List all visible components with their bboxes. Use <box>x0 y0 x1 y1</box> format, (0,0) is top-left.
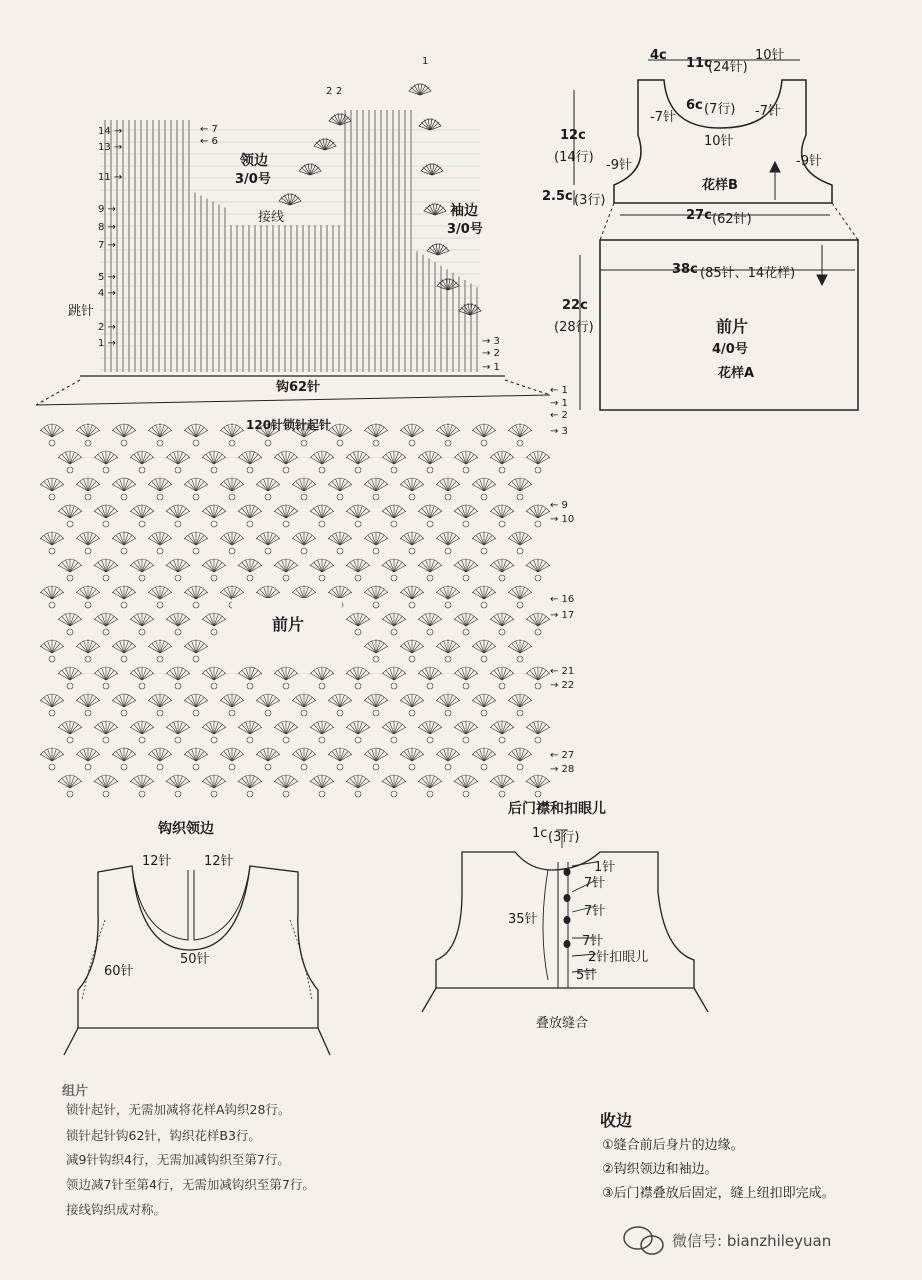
shell-stitch <box>166 613 190 635</box>
sch-body-width: 38c <box>672 262 698 277</box>
edging-fan <box>427 243 450 255</box>
shell-stitch <box>58 505 82 527</box>
shell-stitch <box>508 748 532 770</box>
body-row-number: → 10 <box>550 514 575 525</box>
shell-stitch <box>454 775 478 797</box>
shell-stitch <box>40 424 64 446</box>
body-shell-grid <box>36 395 550 797</box>
sch-body-height-sub: (28行) <box>554 320 594 335</box>
body-start-label: 120针锁针起针 <box>246 418 332 432</box>
shell-stitch <box>256 694 280 716</box>
shell-stitch <box>202 451 226 473</box>
placket-side-count: 35针 <box>508 912 538 927</box>
shell-stitch <box>58 667 82 689</box>
sch-neck-right: -7针 <box>755 104 781 119</box>
shell-stitch <box>400 478 424 500</box>
yoke-row-number: ← 7 <box>200 124 218 135</box>
sch-armhole-right: -9针 <box>796 154 822 169</box>
shell-stitch <box>292 532 316 554</box>
edging-fan <box>279 193 302 205</box>
shell-stitch <box>400 640 424 662</box>
edging-fan <box>437 278 460 290</box>
body-row-number: → 28 <box>550 764 575 775</box>
shell-stitch <box>76 748 100 770</box>
sch-top-right: 10针 <box>755 48 785 63</box>
neck-edging-title: 钩织领边 <box>158 821 214 837</box>
shell-stitch <box>508 532 532 554</box>
shell-stitch <box>274 505 298 527</box>
shell-stitch <box>526 667 550 689</box>
shell-stitch <box>184 532 208 554</box>
shell-stitch <box>490 613 514 635</box>
notes-line-2: 锁针起针钩62针，钩织花样B3行。 <box>66 1128 261 1143</box>
shell-stitch <box>346 721 370 743</box>
shell-stitch <box>112 424 136 446</box>
shell-stitch <box>508 424 532 446</box>
shell-stitch <box>526 559 550 581</box>
shell-stitch <box>436 640 460 662</box>
shell-stitch <box>148 640 172 662</box>
shell-stitch <box>112 478 136 500</box>
shell-stitch <box>490 721 514 743</box>
shell-stitch <box>76 694 100 716</box>
join-label: 接线 <box>258 210 285 225</box>
edging-fan <box>314 138 337 150</box>
shell-stitch <box>454 613 478 635</box>
sch-yoke-width: 27c <box>686 208 712 223</box>
sch-yoke-height-sub: (3行) <box>574 193 606 208</box>
finishing-line-1: ①缝合前后身片的边缘。 <box>602 1138 744 1153</box>
edging-fan <box>424 203 447 215</box>
shell-stitch <box>418 775 442 797</box>
shell-stitch <box>310 721 334 743</box>
sch-neck-left: -7针 <box>650 110 676 125</box>
neck-bottom-count: 50针 <box>180 952 210 967</box>
sch-pattern-a: 花样A <box>718 366 755 381</box>
shell-stitch <box>472 424 496 446</box>
shell-stitch <box>364 694 388 716</box>
placket-r3: 7针 <box>584 904 606 919</box>
shell-stitch <box>364 748 388 770</box>
neck-edge-hook: 3/0号 <box>235 172 271 187</box>
body-top-edge <box>36 395 550 405</box>
placket-r1: 1针 <box>594 860 616 875</box>
body-row-number: ← 21 <box>550 666 575 677</box>
shell-stitch <box>130 451 154 473</box>
shell-stitch <box>400 586 424 608</box>
shell-stitch <box>490 505 514 527</box>
shell-stitch <box>256 478 280 500</box>
shell-stitch <box>436 532 460 554</box>
yoke-row-number: → 2 <box>482 348 500 359</box>
yoke-top-mark: 2 <box>326 86 333 97</box>
shell-stitch <box>364 424 388 446</box>
shell-stitch <box>382 505 406 527</box>
shell-stitch <box>472 694 496 716</box>
shell-stitch <box>40 478 64 500</box>
placket-r5: 5针 <box>576 968 598 983</box>
shell-stitch <box>130 559 154 581</box>
shell-stitch <box>148 532 172 554</box>
shell-stitch <box>418 505 442 527</box>
sch-pattern-b: 花样B <box>702 178 738 193</box>
shell-stitch <box>472 478 496 500</box>
shell-stitch <box>40 640 64 662</box>
shell-stitch <box>130 505 154 527</box>
shell-stitch <box>346 505 370 527</box>
shell-stitch <box>166 559 190 581</box>
shell-stitch <box>526 505 550 527</box>
skip-label: 跳针 <box>68 304 95 319</box>
sch-neck-center: 6c <box>686 98 703 113</box>
notes-heading: 组片 <box>62 1084 89 1099</box>
shell-stitch <box>382 451 406 473</box>
shell-stitch <box>508 586 532 608</box>
shell-stitch <box>418 667 442 689</box>
shell-stitch <box>58 559 82 581</box>
yoke-row-number: 8 → <box>98 222 116 233</box>
shell-stitch <box>382 721 406 743</box>
shell-stitch <box>130 667 154 689</box>
shell-stitch <box>382 613 406 635</box>
sch-neck-bottom: 10针 <box>704 134 734 149</box>
shell-stitch <box>76 424 100 446</box>
sch-top-left: 4c <box>650 48 667 63</box>
sch-armhole-left: -9针 <box>606 158 632 173</box>
shell-stitch <box>490 451 514 473</box>
notes-line-5: 接线钩织成对称。 <box>66 1202 167 1217</box>
shell-stitch <box>238 721 262 743</box>
yoke-row-number: 14 → <box>98 126 123 137</box>
placket-title: 后门襟和扣眼儿 <box>508 801 606 817</box>
yoke-top-mark: 2 <box>336 86 343 97</box>
yoke-row-number: 9 → <box>98 204 116 215</box>
shell-stitch <box>112 532 136 554</box>
yoke-row-number: ← 6 <box>200 136 218 147</box>
shell-stitch <box>454 721 478 743</box>
shell-stitch <box>526 451 550 473</box>
sleeve-edge-label: 袖边 <box>450 203 478 219</box>
shell-stitch <box>202 775 226 797</box>
shell-stitch <box>418 559 442 581</box>
shell-stitch <box>238 451 262 473</box>
shell-stitch <box>112 586 136 608</box>
shell-stitch <box>472 748 496 770</box>
placket-buttonhole: 2针扣眼儿 <box>588 950 649 965</box>
shell-stitch <box>400 748 424 770</box>
sch-body-title: 前片 <box>716 317 749 336</box>
body-row-number: ← 27 <box>550 750 575 761</box>
shell-stitch <box>166 667 190 689</box>
shell-stitch <box>202 559 226 581</box>
shell-stitch <box>436 586 460 608</box>
shell-stitch <box>310 505 334 527</box>
shell-stitch <box>148 586 172 608</box>
yoke-row-number: → 1 <box>482 362 500 373</box>
neck-left-count: 12针 <box>142 854 172 869</box>
shell-stitch <box>274 667 298 689</box>
shell-stitch <box>382 667 406 689</box>
yoke-row-number: 11 → <box>98 172 123 183</box>
edging-fan <box>421 163 444 175</box>
shell-stitch <box>472 586 496 608</box>
shell-stitch <box>526 721 550 743</box>
shell-stitch <box>94 613 118 635</box>
body-row-number: → 17 <box>550 610 575 621</box>
shell-stitch <box>274 559 298 581</box>
shell-stitch <box>184 748 208 770</box>
shell-stitch <box>76 478 100 500</box>
shell-stitch <box>184 640 208 662</box>
shell-stitch <box>382 559 406 581</box>
shell-stitch <box>274 775 298 797</box>
shell-stitch <box>112 694 136 716</box>
shell-stitch <box>58 775 82 797</box>
finishing-line-3: ③后门襟叠放后固定，缝上纽扣即完成。 <box>602 1186 835 1201</box>
shell-stitch <box>148 748 172 770</box>
shell-stitch <box>346 451 370 473</box>
shell-stitch <box>292 748 316 770</box>
notes-line-4: 领边减7针至第4行，无需加减钩织至第7行。 <box>66 1177 315 1192</box>
shell-stitch <box>274 451 298 473</box>
shell-stitch <box>508 640 532 662</box>
yoke-stitch-grid <box>80 110 505 376</box>
sch-neck-center-sub: (7行) <box>704 102 736 117</box>
shell-stitch <box>346 559 370 581</box>
yoke-top-mark: 1 <box>422 56 429 67</box>
yoke-bottom-label: 钩62针 <box>276 380 321 395</box>
body-center-label: 前片 <box>272 615 305 634</box>
shell-stitch <box>418 451 442 473</box>
shell-stitch <box>184 424 208 446</box>
neck-side-count: 60针 <box>104 964 134 979</box>
shell-stitch <box>526 775 550 797</box>
edging-fan <box>299 163 322 175</box>
shell-stitch <box>310 451 334 473</box>
shell-stitch <box>76 532 100 554</box>
shell-stitch <box>436 424 460 446</box>
shell-stitch <box>364 532 388 554</box>
shell-stitch <box>328 748 352 770</box>
shell-stitch <box>40 694 64 716</box>
finishing-line-2: ②钩织领边和袖边。 <box>602 1162 718 1177</box>
shell-stitch <box>220 748 244 770</box>
shell-stitch <box>436 694 460 716</box>
shell-stitch <box>220 478 244 500</box>
shell-stitch <box>148 424 172 446</box>
shell-stitch <box>400 424 424 446</box>
shell-stitch <box>94 667 118 689</box>
shell-stitch <box>148 694 172 716</box>
shell-stitch <box>202 613 226 635</box>
shell-stitch <box>40 532 64 554</box>
yoke-row-number: 7 → <box>98 240 116 251</box>
shell-stitch <box>94 505 118 527</box>
shell-stitch <box>94 775 118 797</box>
yoke-row-number: 2 → <box>98 322 116 333</box>
notes-line-1: 锁针起针，无需加减将花样A钩织28行。 <box>66 1102 291 1117</box>
shell-stitch <box>472 532 496 554</box>
sch-body-height: 22c <box>562 298 588 313</box>
shell-stitch <box>436 748 460 770</box>
shell-stitch <box>256 748 280 770</box>
shell-stitch <box>490 559 514 581</box>
placket-width: 1c <box>532 826 548 841</box>
shell-stitch <box>400 694 424 716</box>
shell-stitch <box>292 694 316 716</box>
sch-top-mid-sub: (24针) <box>708 60 748 75</box>
finishing-title: 收边 <box>600 1111 633 1130</box>
shell-stitch <box>454 451 478 473</box>
yoke-row-number: 5 → <box>98 272 116 283</box>
placket-overlap: 叠放缝合 <box>536 1016 589 1031</box>
sch-armhole-height-sub: (14行) <box>554 150 594 165</box>
shell-stitch <box>238 505 262 527</box>
shell-stitch <box>346 613 370 635</box>
placket-r2: 7针 <box>584 876 606 891</box>
shell-stitch <box>328 532 352 554</box>
shell-stitch <box>76 586 100 608</box>
shell-stitch <box>202 505 226 527</box>
shell-stitch <box>328 424 352 446</box>
shell-stitch <box>238 667 262 689</box>
shell-stitch <box>400 532 424 554</box>
shell-stitch <box>508 694 532 716</box>
yoke-row-number: → 3 <box>482 336 500 347</box>
shell-stitch <box>418 613 442 635</box>
shell-stitch <box>310 667 334 689</box>
shell-stitch <box>346 775 370 797</box>
shell-stitch <box>58 721 82 743</box>
shell-stitch <box>130 613 154 635</box>
shell-stitch <box>220 532 244 554</box>
body-row-number: ← 2 <box>550 410 568 421</box>
shell-stitch <box>454 505 478 527</box>
shell-stitch <box>94 559 118 581</box>
sch-body-hook: 4/0号 <box>712 342 748 357</box>
yoke-row-number: 1 → <box>98 338 116 349</box>
body-row-number: ← 1 <box>550 385 568 396</box>
shell-stitch <box>436 478 460 500</box>
button-markers <box>564 868 571 948</box>
shell-stitch <box>58 451 82 473</box>
watermark-text: 微信号: bianzhileyuan <box>672 1232 832 1250</box>
shell-stitch <box>238 775 262 797</box>
shell-stitch <box>76 640 100 662</box>
shell-stitch <box>292 478 316 500</box>
sch-top-mid: 11c <box>686 56 712 71</box>
shell-stitch <box>526 613 550 635</box>
shell-stitch <box>472 640 496 662</box>
shell-stitch <box>346 667 370 689</box>
shell-stitch <box>40 748 64 770</box>
shell-stitch <box>238 559 262 581</box>
shell-stitch <box>256 532 280 554</box>
shell-stitch <box>310 775 334 797</box>
body-row-number: ← 9 <box>550 500 568 511</box>
shell-stitch <box>112 748 136 770</box>
body-row-number: → 1 <box>550 398 568 409</box>
shell-stitch <box>166 721 190 743</box>
edging-fan <box>459 303 482 315</box>
body-row-number: → 22 <box>550 680 575 691</box>
sleeve-edge-hook: 3/0号 <box>447 222 483 237</box>
notes-line-3: 减9针钩织4行，无需加减钩织至第7行。 <box>66 1152 290 1167</box>
shell-stitch <box>202 721 226 743</box>
shell-stitch <box>166 451 190 473</box>
placket-r4: 7针 <box>582 934 604 949</box>
sch-body-width-sub: (85针、14花样) <box>700 266 796 281</box>
edging-fan <box>409 83 432 95</box>
shell-stitch <box>202 667 226 689</box>
shell-stitch <box>274 721 298 743</box>
shell-stitch <box>130 721 154 743</box>
shell-stitch <box>112 640 136 662</box>
shell-stitch <box>148 478 172 500</box>
sch-armhole-height: 12c <box>560 128 586 143</box>
shell-stitch <box>490 667 514 689</box>
shell-stitch <box>364 640 388 662</box>
placket-width-sub: (3行) <box>548 830 580 845</box>
shell-stitch <box>418 721 442 743</box>
yoke-row-number: 4 → <box>98 288 116 299</box>
shell-stitch <box>220 694 244 716</box>
shell-stitch <box>310 559 334 581</box>
body-row-number: → 3 <box>550 426 568 437</box>
shell-stitch <box>130 775 154 797</box>
edging-fan <box>329 113 352 125</box>
edging-fan <box>419 118 442 130</box>
shell-stitch <box>454 667 478 689</box>
neck-edge-label: 领边 <box>240 153 268 169</box>
body-row-number: ← 16 <box>550 594 575 605</box>
shell-stitch <box>364 586 388 608</box>
shell-stitch <box>328 478 352 500</box>
sch-yoke-height: 2.5c <box>542 189 573 204</box>
shell-stitch <box>184 478 208 500</box>
shell-stitch <box>166 775 190 797</box>
shell-stitch <box>40 586 64 608</box>
shell-stitch <box>382 775 406 797</box>
shell-stitch <box>94 451 118 473</box>
placket-shape <box>422 852 708 1012</box>
sch-yoke-width-sub: (62针) <box>712 212 752 227</box>
shell-stitch <box>490 775 514 797</box>
yoke-row-number: 13 → <box>98 142 123 153</box>
shell-stitch <box>58 613 82 635</box>
shell-stitch <box>508 478 532 500</box>
shell-stitch <box>454 559 478 581</box>
shell-stitch <box>364 478 388 500</box>
shell-stitch <box>94 721 118 743</box>
shell-stitch <box>220 424 244 446</box>
shell-stitch <box>328 694 352 716</box>
shell-stitch <box>184 586 208 608</box>
shell-stitch <box>184 694 208 716</box>
wechat-logo-icon <box>624 1227 663 1254</box>
neck-right-count: 12针 <box>204 854 234 869</box>
shell-stitch <box>166 505 190 527</box>
